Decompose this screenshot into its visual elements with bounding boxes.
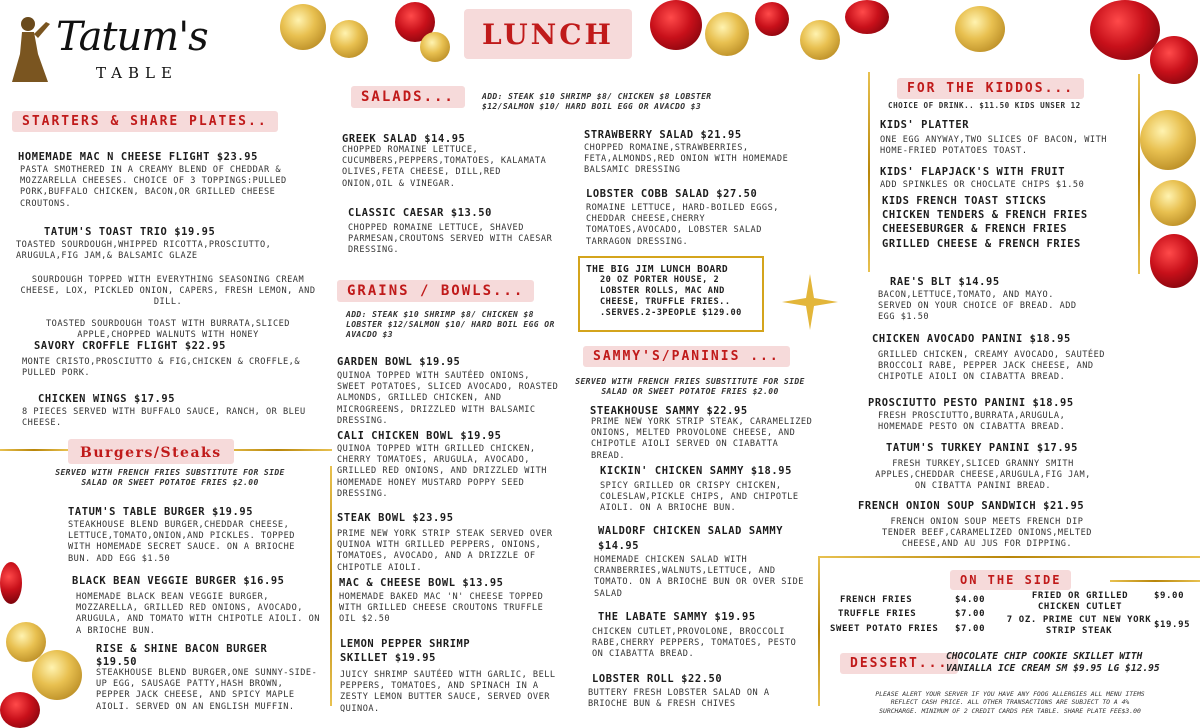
sammys-note: SERVED WITH FRENCH FRIES SUBSTITUTE FOR SIDE SALAD OR SWEET POTATOE FRIES $2.00 <box>575 377 805 396</box>
item-name: KICKIN' CHICKEN SAMMY $18.95 <box>600 465 792 477</box>
item-name: STEAKHOUSE SAMMY $22.95 <box>590 405 748 417</box>
item-desc: ADD SPINKLES OR CHOCLATE CHIPS $1.50 <box>880 180 1085 190</box>
item-name: RAE'S BLT $14.95 <box>890 276 1000 288</box>
starters-heading: STARTERS & SHARE PLATES.. <box>12 111 278 132</box>
sides-heading: ON THE SIDE <box>950 570 1071 590</box>
kiddos-heading: FOR THE KIDDOS... <box>897 78 1084 99</box>
gold-divider <box>818 556 1200 558</box>
item-desc: MONTE CRISTO,PROSCIUTTO & FIG,CHICKEN & CROFFLE,& PULLED PORK. <box>22 357 301 379</box>
item-name: CHICKEN TENDERS & FRENCH FRIES <box>882 209 1088 221</box>
item-name: STEAK BOWL $23.95 <box>337 512 454 524</box>
red-rose-icon <box>1150 234 1198 288</box>
gold-divider <box>1138 74 1140 274</box>
side-price: $7.00 <box>955 609 986 619</box>
item-desc: TOASTED SOURDOUGH,WHIPPED RICOTTA,PROSCIUTTO, ARUGULA,FIG JAM,& BALSAMIC GLAZE <box>16 240 272 262</box>
item-desc: STEAKHOUSE BLEND BURGER,CHEDDAR CHEESE, LETTUCE,TOMATO,ONION,AND PICKLES. TOPPED WITH HOMEMADE SECRET SAUCE. ON A BRIOCHE BUN. ADD EGG $1.50 <box>68 520 295 564</box>
side-price: $19.95 <box>1154 620 1191 630</box>
item-name: FRENCH ONION SOUP SANDWICH $21.95 <box>858 500 1085 512</box>
gold-rose-icon <box>1140 110 1196 170</box>
item-name: CHICKEN WINGS $17.95 <box>38 393 176 405</box>
item-name: BLACK BEAN VEGGIE BURGER $16.95 <box>72 575 285 587</box>
page-title: LUNCH <box>482 17 614 51</box>
item-name: CHICKEN AVOCADO PANINI $18.95 <box>872 333 1071 345</box>
red-rose-icon <box>1090 0 1160 60</box>
item-desc: FRENCH ONION SOUP MEETS FRENCH DIP TENDER BEEF,CARAMELIZED ONIONS,MELTED CHEESE,AND AU JUS FOR DIPPING. <box>882 517 1092 550</box>
logo <box>8 14 278 84</box>
gold-divider <box>1110 580 1200 582</box>
item-desc: QUINOA TOPPED WITH GRILLED CHICKEN, CHERRY TOMATOES, ARUGULA, AVOCADO, GRILLED RED ONIONS, AND DRIZZLED WITH HOMEMADE HONEY MUSTARD POPPY SEED DRESSING. <box>337 444 547 499</box>
gold-rose-icon <box>955 6 1005 52</box>
item-desc: CHOPPED ROMAINE LETTUCE, SHAVED PARMESAN,CROUTONS SERVED WITH CAESAR DRESSING. <box>348 223 553 256</box>
side-price: $7.00 <box>955 624 986 634</box>
salads-note: ADD: STEAK $10 SHRIMP $8/ CHICKEN $8 LOBSTER $12/SALMON $10/ HARD BOIL EGG OR AVACDO $3 <box>482 92 712 111</box>
item-name: LOBSTER COBB SALAD $27.50 <box>586 188 758 200</box>
gold-rose-icon <box>705 12 749 56</box>
item-desc: TOASTED SOURDOUGH TOAST WITH BURRATA,SLICED APPLE,CHOPPED WALNUTS WITH HONEY <box>46 319 290 341</box>
item-desc: FRESH TURKEY,SLICED GRANNY SMITH APPLES,CHEDDAR CHEESE,ARUGULA,FIG JAM, ON CIBATTA PANINI BREAD. <box>875 459 1091 492</box>
side-name: SWEET POTATO FRIES <box>830 624 939 634</box>
grains-heading: GRAINS / BOWLS... <box>337 280 534 302</box>
board-title: THE BIG JIM LUNCH BOARD <box>586 264 729 275</box>
gold-divider <box>818 556 820 706</box>
item-name: CHEESEBURGER & FRENCH FRIES <box>882 223 1068 235</box>
item-desc: 8 PIECES SERVED WITH BUFFALO SAUCE, RANCH, OR BLEU CHEESE. <box>22 407 306 429</box>
item-desc: ONE EGG ANYWAY,TWO SLICES OF BACON, WITH HOME-FRIED POTATOES TOAST. <box>880 135 1107 157</box>
gold-divider <box>330 466 332 706</box>
page-title-box <box>464 9 632 59</box>
dessert-desc: CHOCOLATE CHIP COOKIE SKILLET WITH VANIALLA ICE CREAM SM $9.95 LG $12.95 <box>946 651 1160 674</box>
item-desc: STEAKHOUSE BLEND BURGER,ONE SUNNY-SIDE-UP EGG, SAUSAGE PATTY,HASH BROWN, PEPPER JACK CHEESE, AND SPICY MAPLE AIOLI. SERVED ON AN ENGLISH MUFFIN. <box>96 668 318 712</box>
side-name: FRENCH FRIES <box>840 595 913 605</box>
item-name: WALDORF CHICKEN SALAD SAMMY $14.95 <box>598 525 784 552</box>
board-desc: 20 OZ PORTER HOUSE, 2 LOBSTER ROLLS, MAC AND CHEESE, TRUFFLE FRIES.. .SERVES.2-3PEOPLE $129.00 <box>600 275 742 318</box>
item-desc: HOMEMADE CHICKEN SALAD WITH CRANBERRIES,WALNUTS,LETTUCE, AND TOMATO. ON A BRIOCHE BUN OR OVER SIDE SALAD <box>594 555 804 599</box>
logo-name: Tatum's <box>56 14 208 60</box>
item-name: LOBSTER ROLL $22.50 <box>592 673 723 685</box>
item-name: STRAWBERRY SALAD $21.95 <box>584 129 742 141</box>
item-desc: BUTTERY FRESH LOBSTER SALAD ON A BRIOCHE BUN & FRESH CHIVES <box>588 688 770 710</box>
item-desc: ROMAINE LETTUCE, HARD-BOILED EGGS, CHEDDAR CHEESE,CHERRY TOMATOES,AVOCADO, LOBSTER SALAD TARRAGON DRESSING. <box>586 203 779 247</box>
item-name: THE LABATE SAMMY $19.95 <box>598 611 756 623</box>
item-desc: HOMEMADE BAKED MAC 'N' CHEESE TOPPED WITH GRILLED CHEESE CROUTONS TRUFFLE OIL $2.50 <box>339 592 544 625</box>
waitress-silhouette-icon <box>8 14 52 84</box>
item-desc: PRIME NEW YORK STRIP STEAK, CARAMELIZED ONIONS, MELTED PROVOLONE CHEESE, AND CHIPOTLE AIOLI SERVED ON CIABATTA BREAD. <box>591 417 813 461</box>
gold-rose-icon <box>280 4 326 50</box>
item-name: KIDS' FLAPJACK'S WITH FRUIT <box>880 166 1066 178</box>
item-name: TATUM'S TABLE BURGER $19.95 <box>68 506 254 518</box>
item-desc: QUINOA TOPPED WITH SAUTÉED ONIONS, SWEET POTATOES, SLICED AVOCADO, ROASTED ALMONDS, GRILLED CHICKEN, AND MICROGREENS, DRIZZLED WITH BALSAMIC DRESSING. <box>337 371 559 426</box>
item-name: GREEK SALAD $14.95 <box>342 133 466 145</box>
item-name: MAC & CHEESE BOWL $13.95 <box>339 577 504 589</box>
item-name: RISE & SHINE BACON BURGER <box>96 643 268 655</box>
item-name: CLASSIC CAESAR $13.50 <box>348 207 492 219</box>
item-desc: CHOPPED ROMAINE LETTUCE, CUCUMBERS,PEPPERS,TOMATOES, KALAMATA OLIVES,FETA CHEESE, DILL,RED ONION,OIL & VINEGAR. <box>342 145 547 189</box>
item-name: SAVORY CROFFLE FLIGHT $22.95 <box>34 340 226 352</box>
item-name: KIDS' PLATTER <box>880 119 970 131</box>
gold-divider <box>868 72 870 272</box>
item-desc: FRESH PROSCIUTTO,BURRATA,ARUGULA, HOMEMADE PESTO ON CIABATTA BREAD. <box>878 411 1066 433</box>
item-desc: SPICY GRILLED OR CRISPY CHICKEN, COLESLAW,PICKLE CHIPS, AND CHIPOTLE AIOLI. ON A BRIOCHE BUN. <box>600 481 799 514</box>
gold-divider <box>0 449 68 451</box>
item-desc: CHOPPED ROMAINE,STRAWBERRIES, FETA,ALMONDS,RED ONION WITH HOMEMADE BALSAMIC DRESSING <box>584 143 789 176</box>
item-desc: PASTA SMOTHERED IN A CREAMY BLEND OF CHEDDAR & MOZZARELLA CHEESES. CHOICE OF 3 TOPPINGS:PULLED PORK,BUFFALO CHICKEN, BACON,OR GRILLED CHEESE CROUTONS. <box>20 165 287 209</box>
grains-note: ADD: STEAK $10 SHRIMP $8/ CHICKEN $8 LOBSTER $12/SALMON $10/ HARD BOIL EGG OR AVACDO $3 <box>346 310 555 339</box>
big-jim-board-box <box>578 256 764 332</box>
gold-divider <box>222 449 332 451</box>
gold-rose-icon <box>1150 180 1196 226</box>
red-rose-icon <box>650 0 702 50</box>
red-rose-icon <box>0 692 40 728</box>
item-price: $19.50 <box>96 656 138 668</box>
side-name: FRIED OR GRILLED CHICKEN CUTLET <box>1031 591 1129 612</box>
item-desc: GRILLED CHICKEN, CREAMY AVOCADO, SAUTÉED BROCCOLI RABE, PEPPER JACK CHEESE, AND CHIPOTLE AIOLI ON CIABATTA BREAD. <box>878 350 1105 383</box>
gold-rose-icon <box>800 20 840 60</box>
gold-rose-icon <box>330 20 368 58</box>
sparkle-icon <box>780 272 840 332</box>
side-name: TRUFFLE FRIES <box>838 609 917 619</box>
item-name: GARDEN BOWL $19.95 <box>337 356 461 368</box>
burgers-heading: Burgers/Steaks <box>80 445 222 461</box>
red-rose-icon <box>845 0 889 34</box>
item-name: KIDS FRENCH TOAST STICKS <box>882 195 1047 207</box>
logo-sub: TABLE <box>96 64 178 82</box>
salads-heading: SALADS... <box>351 86 465 108</box>
item-desc: SOURDOUGH TOPPED WITH EVERYTHING SEASONING CREAM CHEESE, LOX, PICKLED ONION, CAPERS, FRESH LEMON, AND DILL. <box>20 275 316 308</box>
item-desc: CHICKEN CUTLET,PROVOLONE, BROCCOLI RABE,CHERRY PEPPERS, TOMATOES, PESTO ON CIABATTA BREAD. <box>592 627 797 660</box>
gold-rose-icon <box>420 32 450 62</box>
item-desc: HOMEMADE BLACK BEAN VEGGIE BURGER, MOZZARELLA, GRILLED RED ONIONS, AVOCADO, ARUGULA, AND TOMATO WITH CHIPOTLE AIOLI. ON A BRIOCHE BUN. <box>76 592 320 636</box>
side-price: $4.00 <box>955 595 986 605</box>
kiddos-note: CHOICE OF DRINK.. $11.50 KIDS UNSER 12 <box>888 101 1081 110</box>
item-name: HOMEMADE MAC N CHEESE FLIGHT $23.95 <box>18 151 258 163</box>
burgers-note: SERVED WITH FRENCH FRIES SUBSTITUTE FOR SIDE SALAD OR SWEET POTATOE FRIES $2.00 <box>55 468 285 487</box>
item-name: TATUM'S TURKEY PANINI $17.95 <box>886 442 1078 454</box>
red-rose-icon <box>1150 36 1198 84</box>
red-rose-icon <box>0 562 22 604</box>
item-name: LEMON PEPPER SHRIMP SKILLET $19.95 <box>340 638 471 664</box>
dessert-heading: DESSERT... <box>840 653 958 674</box>
red-rose-icon <box>755 2 789 36</box>
item-desc: PRIME NEW YORK STRIP STEAK SERVED OVER QUINOA WITH GRILLED PEPPERS, ONIONS, TOMATOES, AVOCADO, AND A DRIZZLE OF CHIPOTLE AIOLI. <box>337 529 553 573</box>
item-name: GRILLED CHEESE & FRENCH FRIES <box>882 238 1081 250</box>
footer-note: PLEASE ALERT YOUR SERVER IF YOU HAVE ANY FOOG ALLERGIES ALL MENU ITEMS REFLECT CASH PRICE. ALL OTHER TRANSACTIONS ARE SUBJECT TO A 4% SURCHARGE. MINIMUM OF 2 CREDIT CARDS PER TABLE. SHARE PLATE FEE$3.00 <box>875 690 1145 715</box>
item-name: TATUM'S TOAST TRIO $19.95 <box>44 226 216 238</box>
item-name: CALI CHICKEN BOWL $19.95 <box>337 430 502 442</box>
gold-rose-icon <box>32 650 82 700</box>
side-price: $9.00 <box>1154 591 1185 601</box>
item-name: PROSCIUTTO PESTO PANINI $18.95 <box>868 397 1074 409</box>
side-name: 7 OZ. PRIME CUT NEW YORK STRIP STEAK <box>1006 615 1152 636</box>
burgers-heading-box <box>68 439 234 464</box>
item-desc: JUICY SHRIMP SAUTÉED WITH GARLIC, BELL PEPPERS, TOMATOES, AND SPINACH IN A ZESTY LEMON BUTTER SAUCE, SERVED OVER QUINOA. <box>340 670 556 714</box>
item-desc: BACON,LETTUCE,TOMATO, AND MAYO. SERVED ON YOUR CHOICE OF BREAD. ADD EGG $1.50 <box>878 290 1077 323</box>
sammys-heading: SAMMY'S/PANINIS ... <box>583 346 790 367</box>
